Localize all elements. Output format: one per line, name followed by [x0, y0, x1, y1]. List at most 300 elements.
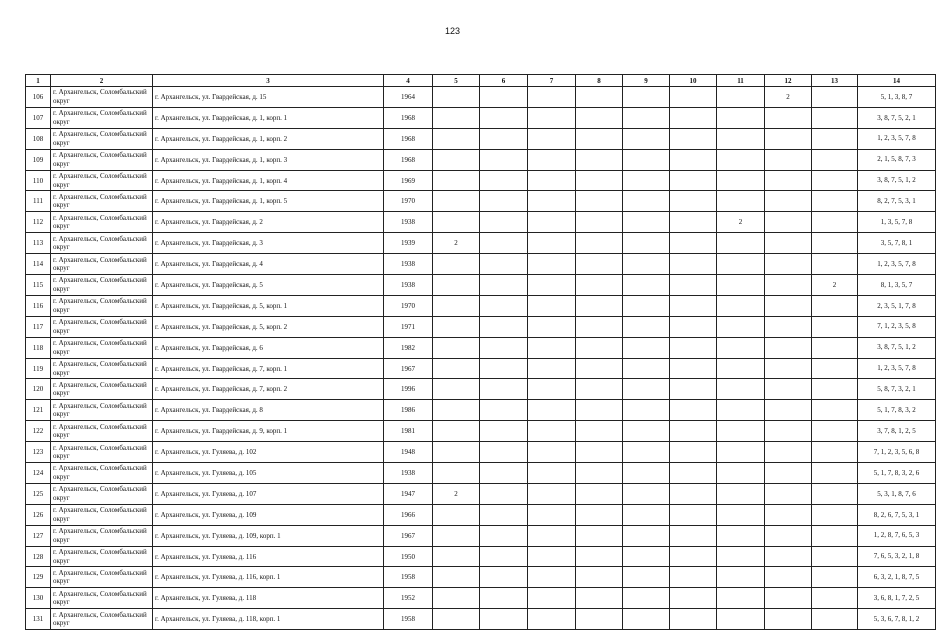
- col-8-cell: [576, 212, 623, 233]
- year-cell: 1952: [384, 588, 433, 609]
- col-13-cell: [812, 588, 858, 609]
- row-number-cell: 113: [26, 233, 51, 254]
- col-8-cell: [576, 358, 623, 379]
- district-cell: г. Архангельск, Соломбальский округ: [51, 316, 153, 337]
- header-col-4: 4: [384, 75, 433, 87]
- col-5-cell: [433, 400, 480, 421]
- col-6-cell: [480, 379, 528, 400]
- col-8-cell: [576, 504, 623, 525]
- district-cell: г. Архангельск, Соломбальский округ: [51, 421, 153, 442]
- col-11-cell: [717, 546, 765, 567]
- col-6-cell: [480, 588, 528, 609]
- year-cell: 1982: [384, 337, 433, 358]
- col-13-cell: [812, 337, 858, 358]
- address-cell: г. Архангельск, ул. Гуляева, д. 116: [153, 546, 384, 567]
- table-row: [26, 421, 936, 442]
- year-cell: 1968: [384, 107, 433, 128]
- district-cell: г. Архангельск, Соломбальский округ: [51, 546, 153, 567]
- row-number-cell: 109: [26, 149, 51, 170]
- col-8-cell: [576, 525, 623, 546]
- col-5-cell: [433, 254, 480, 275]
- year-cell: 1938: [384, 275, 433, 296]
- col-5-cell: [433, 149, 480, 170]
- year-cell: 1971: [384, 316, 433, 337]
- col-13-cell: [812, 421, 858, 442]
- col-11-cell: [717, 400, 765, 421]
- address-cell: г. Архангельск, ул. Гуляева, д. 109, корп. 1: [153, 525, 384, 546]
- year-cell: 1970: [384, 191, 433, 212]
- col-7-cell: [528, 87, 576, 108]
- col-6-cell: [480, 191, 528, 212]
- col-14-cell: 5, 3, 6, 7, 8, 1, 2: [858, 609, 936, 630]
- col-7-cell: [528, 567, 576, 588]
- row-number-cell: 123: [26, 442, 51, 463]
- col-11-cell: [717, 191, 765, 212]
- col-11-cell: [717, 567, 765, 588]
- district-cell: г. Архангельск, Соломбальский округ: [51, 191, 153, 212]
- year-cell: 1969: [384, 170, 433, 191]
- district-cell: г. Архангельск, Соломбальский округ: [51, 567, 153, 588]
- year-cell: 1970: [384, 295, 433, 316]
- col-5-cell: [433, 504, 480, 525]
- col-10-cell: [670, 233, 717, 254]
- col-10-cell: [670, 358, 717, 379]
- col-6-cell: [480, 609, 528, 630]
- col-13-cell: 2: [812, 275, 858, 296]
- district-cell: г. Архангельск, Соломбальский округ: [51, 358, 153, 379]
- col-7-cell: [528, 442, 576, 463]
- col-14-cell: 6, 3, 2, 1, 8, 7, 5: [858, 567, 936, 588]
- col-11-cell: [717, 504, 765, 525]
- col-5-cell: 2: [433, 233, 480, 254]
- table-row: [26, 337, 936, 358]
- col-7-cell: [528, 128, 576, 149]
- col-11-cell: [717, 463, 765, 484]
- col-10-cell: [670, 567, 717, 588]
- col-10-cell: [670, 128, 717, 149]
- col-6-cell: [480, 233, 528, 254]
- col-14-cell: 1, 2, 3, 5, 7, 8: [858, 358, 936, 379]
- table-row: [26, 316, 936, 337]
- year-cell: 1938: [384, 463, 433, 484]
- col-9-cell: [623, 87, 670, 108]
- col-9-cell: [623, 483, 670, 504]
- address-cell: г. Архангельск, ул. Гвардейская, д. 1, корп. 1: [153, 107, 384, 128]
- district-cell: г. Архангельск, Соломбальский округ: [51, 483, 153, 504]
- col-14-cell: 3, 5, 7, 8, 1: [858, 233, 936, 254]
- col-11-cell: [717, 233, 765, 254]
- table-row: [26, 483, 936, 504]
- col-10-cell: [670, 442, 717, 463]
- col-9-cell: [623, 254, 670, 275]
- address-cell: г. Архангельск, ул. Гуляева, д. 107: [153, 483, 384, 504]
- row-number-cell: 114: [26, 254, 51, 275]
- col-7-cell: [528, 504, 576, 525]
- col-12-cell: [765, 525, 812, 546]
- col-8-cell: [576, 483, 623, 504]
- col-6-cell: [480, 463, 528, 484]
- col-5-cell: [433, 128, 480, 149]
- col-6-cell: [480, 275, 528, 296]
- col-8-cell: [576, 567, 623, 588]
- header-col-1: 1: [26, 75, 51, 87]
- col-10-cell: [670, 588, 717, 609]
- col-6-cell: [480, 421, 528, 442]
- header-col-3: 3: [153, 75, 384, 87]
- col-7-cell: [528, 421, 576, 442]
- col-8-cell: [576, 87, 623, 108]
- row-number-cell: 126: [26, 504, 51, 525]
- header-col-2: 2: [51, 75, 153, 87]
- year-cell: 1967: [384, 358, 433, 379]
- year-cell: 1938: [384, 212, 433, 233]
- col-12-cell: [765, 588, 812, 609]
- col-8-cell: [576, 421, 623, 442]
- col-6-cell: [480, 107, 528, 128]
- col-14-cell: 5, 1, 3, 8, 7: [858, 87, 936, 108]
- district-cell: г. Архангельск, Соломбальский округ: [51, 128, 153, 149]
- row-number-cell: 128: [26, 546, 51, 567]
- col-12-cell: [765, 128, 812, 149]
- year-cell: 1950: [384, 546, 433, 567]
- row-number-cell: 112: [26, 212, 51, 233]
- col-9-cell: [623, 170, 670, 191]
- row-number-cell: 127: [26, 525, 51, 546]
- district-cell: г. Архангельск, Соломбальский округ: [51, 87, 153, 108]
- col-6-cell: [480, 504, 528, 525]
- district-cell: г. Архангельск, Соломбальский округ: [51, 212, 153, 233]
- col-9-cell: [623, 525, 670, 546]
- address-cell: г. Архангельск, ул. Гвардейская, д. 1, корп. 2: [153, 128, 384, 149]
- col-13-cell: [812, 128, 858, 149]
- col-9-cell: [623, 337, 670, 358]
- col-13-cell: [812, 254, 858, 275]
- table-row: [26, 191, 936, 212]
- table-row: [26, 567, 936, 588]
- col-11-cell: [717, 483, 765, 504]
- year-cell: 1967: [384, 525, 433, 546]
- col-7-cell: [528, 233, 576, 254]
- row-number-cell: 117: [26, 316, 51, 337]
- col-9-cell: [623, 191, 670, 212]
- col-14-cell: 3, 6, 8, 1, 7, 2, 5: [858, 588, 936, 609]
- col-6-cell: [480, 316, 528, 337]
- table-row: [26, 358, 936, 379]
- col-6-cell: [480, 400, 528, 421]
- col-11-cell: [717, 609, 765, 630]
- col-5-cell: [433, 546, 480, 567]
- year-cell: 1968: [384, 128, 433, 149]
- col-13-cell: [812, 191, 858, 212]
- col-5-cell: [433, 588, 480, 609]
- col-12-cell: [765, 233, 812, 254]
- col-12-cell: [765, 295, 812, 316]
- header-col-14: 14: [858, 75, 936, 87]
- district-cell: г. Архангельск, Соломбальский округ: [51, 525, 153, 546]
- table-row: [26, 170, 936, 191]
- col-11-cell: [717, 525, 765, 546]
- col-14-cell: 3, 8, 7, 5, 1, 2: [858, 170, 936, 191]
- table-row: [26, 504, 936, 525]
- col-11-cell: [717, 442, 765, 463]
- col-7-cell: [528, 337, 576, 358]
- col-7-cell: [528, 358, 576, 379]
- col-9-cell: [623, 588, 670, 609]
- col-13-cell: [812, 546, 858, 567]
- table-row: [26, 463, 936, 484]
- address-cell: г. Архангельск, ул. Гвардейская, д. 15: [153, 87, 384, 108]
- col-10-cell: [670, 483, 717, 504]
- table-row: [26, 400, 936, 421]
- col-11-cell: [717, 170, 765, 191]
- col-10-cell: [670, 525, 717, 546]
- row-number-cell: 130: [26, 588, 51, 609]
- col-10-cell: [670, 421, 717, 442]
- col-12-cell: [765, 337, 812, 358]
- col-14-cell: 5, 1, 7, 8, 3, 2: [858, 400, 936, 421]
- col-8-cell: [576, 149, 623, 170]
- col-6-cell: [480, 254, 528, 275]
- table-row: [26, 149, 936, 170]
- year-cell: 1964: [384, 87, 433, 108]
- row-number-cell: 111: [26, 191, 51, 212]
- col-5-cell: 2: [433, 483, 480, 504]
- col-7-cell: [528, 588, 576, 609]
- col-14-cell: 7, 1, 2, 3, 5, 8: [858, 316, 936, 337]
- district-cell: г. Архангельск, Соломбальский округ: [51, 400, 153, 421]
- col-9-cell: [623, 358, 670, 379]
- col-13-cell: [812, 233, 858, 254]
- col-7-cell: [528, 316, 576, 337]
- col-14-cell: 3, 8, 7, 5, 2, 1: [858, 107, 936, 128]
- district-cell: г. Архангельск, Соломбальский округ: [51, 295, 153, 316]
- col-11-cell: [717, 275, 765, 296]
- row-number-cell: 121: [26, 400, 51, 421]
- col-7-cell: [528, 170, 576, 191]
- col-8-cell: [576, 295, 623, 316]
- col-12-cell: 2: [765, 87, 812, 108]
- district-cell: г. Архангельск, Соломбальский округ: [51, 504, 153, 525]
- col-7-cell: [528, 275, 576, 296]
- col-7-cell: [528, 254, 576, 275]
- col-13-cell: [812, 609, 858, 630]
- col-6-cell: [480, 442, 528, 463]
- col-14-cell: 8, 2, 6, 7, 5, 3, 1: [858, 504, 936, 525]
- col-14-cell: 1, 2, 3, 5, 7, 8: [858, 254, 936, 275]
- address-cell: г. Архангельск, ул. Гвардейская, д. 5, корп. 2: [153, 316, 384, 337]
- col-6-cell: [480, 337, 528, 358]
- col-12-cell: [765, 567, 812, 588]
- header-col-5: 5: [433, 75, 480, 87]
- buildings-table: [25, 74, 936, 630]
- col-13-cell: [812, 400, 858, 421]
- col-10-cell: [670, 504, 717, 525]
- col-5-cell: [433, 567, 480, 588]
- col-14-cell: 7, 6, 5, 3, 2, 1, 8: [858, 546, 936, 567]
- col-10-cell: [670, 107, 717, 128]
- col-14-cell: 5, 8, 7, 3, 2, 1: [858, 379, 936, 400]
- year-cell: 1938: [384, 254, 433, 275]
- col-6-cell: [480, 170, 528, 191]
- col-6-cell: [480, 483, 528, 504]
- col-11-cell: [717, 149, 765, 170]
- col-9-cell: [623, 463, 670, 484]
- address-cell: г. Архангельск, ул. Гвардейская, д. 5, корп. 1: [153, 295, 384, 316]
- col-8-cell: [576, 254, 623, 275]
- col-8-cell: [576, 233, 623, 254]
- year-cell: 1947: [384, 483, 433, 504]
- col-9-cell: [623, 400, 670, 421]
- table-row: [26, 107, 936, 128]
- row-number-cell: 106: [26, 87, 51, 108]
- row-number-cell: 124: [26, 463, 51, 484]
- address-cell: г. Архангельск, ул. Гвардейская, д. 1, корп. 4: [153, 170, 384, 191]
- row-number-cell: 131: [26, 609, 51, 630]
- col-14-cell: 1, 2, 3, 5, 7, 8: [858, 128, 936, 149]
- address-cell: г. Архангельск, ул. Гвардейская, д. 1, корп. 5: [153, 191, 384, 212]
- address-cell: г. Архангельск, ул. Гуляева, д. 116, корп. 1: [153, 567, 384, 588]
- address-cell: г. Архангельск, ул. Гуляева, д. 109: [153, 504, 384, 525]
- col-13-cell: [812, 295, 858, 316]
- row-number-cell: 118: [26, 337, 51, 358]
- col-10-cell: [670, 275, 717, 296]
- col-7-cell: [528, 400, 576, 421]
- col-10-cell: [670, 212, 717, 233]
- col-9-cell: [623, 149, 670, 170]
- col-14-cell: 8, 2, 7, 5, 3, 1: [858, 191, 936, 212]
- col-12-cell: [765, 421, 812, 442]
- col-7-cell: [528, 463, 576, 484]
- col-12-cell: [765, 483, 812, 504]
- row-number-cell: 115: [26, 275, 51, 296]
- col-6-cell: [480, 128, 528, 149]
- col-8-cell: [576, 588, 623, 609]
- row-number-cell: 110: [26, 170, 51, 191]
- row-number-cell: 116: [26, 295, 51, 316]
- col-13-cell: [812, 379, 858, 400]
- col-5-cell: [433, 463, 480, 484]
- col-14-cell: 3, 7, 8, 1, 2, 5: [858, 421, 936, 442]
- table-row: [26, 275, 936, 296]
- table-row: [26, 295, 936, 316]
- col-5-cell: [433, 337, 480, 358]
- row-number-cell: 108: [26, 128, 51, 149]
- header-col-6: 6: [480, 75, 528, 87]
- col-10-cell: [670, 149, 717, 170]
- table-body: [26, 87, 936, 630]
- table-row: [26, 212, 936, 233]
- col-12-cell: [765, 191, 812, 212]
- address-cell: г. Архангельск, ул. Гуляева, д. 102: [153, 442, 384, 463]
- district-cell: г. Архангельск, Соломбальский округ: [51, 463, 153, 484]
- col-14-cell: 5, 1, 7, 8, 3, 2, 6: [858, 463, 936, 484]
- district-cell: г. Архангельск, Соломбальский округ: [51, 442, 153, 463]
- district-cell: г. Архангельск, Соломбальский округ: [51, 254, 153, 275]
- col-12-cell: [765, 212, 812, 233]
- col-9-cell: [623, 212, 670, 233]
- col-12-cell: [765, 400, 812, 421]
- header-col-8: 8: [576, 75, 623, 87]
- col-10-cell: [670, 609, 717, 630]
- address-cell: г. Архангельск, ул. Гуляева, д. 118, корп. 1: [153, 609, 384, 630]
- col-5-cell: [433, 170, 480, 191]
- col-6-cell: [480, 149, 528, 170]
- col-13-cell: [812, 358, 858, 379]
- year-cell: 1958: [384, 609, 433, 630]
- table-row: [26, 254, 936, 275]
- col-11-cell: [717, 128, 765, 149]
- col-6-cell: [480, 87, 528, 108]
- year-cell: 1996: [384, 379, 433, 400]
- col-8-cell: [576, 546, 623, 567]
- header-col-13: 13: [812, 75, 858, 87]
- col-5-cell: [433, 191, 480, 212]
- table-row: [26, 128, 936, 149]
- col-6-cell: [480, 358, 528, 379]
- col-8-cell: [576, 379, 623, 400]
- col-6-cell: [480, 525, 528, 546]
- col-10-cell: [670, 295, 717, 316]
- col-11-cell: [717, 107, 765, 128]
- col-13-cell: [812, 567, 858, 588]
- address-cell: г. Архангельск, ул. Гвардейская, д. 7, корп. 1: [153, 358, 384, 379]
- col-14-cell: 3, 8, 7, 5, 1, 2: [858, 337, 936, 358]
- row-number-cell: 129: [26, 567, 51, 588]
- district-cell: г. Архангельск, Соломбальский округ: [51, 170, 153, 191]
- district-cell: г. Архангельск, Соломбальский округ: [51, 233, 153, 254]
- col-7-cell: [528, 295, 576, 316]
- col-12-cell: [765, 358, 812, 379]
- row-number-cell: 125: [26, 483, 51, 504]
- col-12-cell: [765, 609, 812, 630]
- col-8-cell: [576, 191, 623, 212]
- district-cell: г. Архангельск, Соломбальский округ: [51, 588, 153, 609]
- col-9-cell: [623, 379, 670, 400]
- col-7-cell: [528, 107, 576, 128]
- col-5-cell: [433, 421, 480, 442]
- col-9-cell: [623, 107, 670, 128]
- col-11-cell: [717, 337, 765, 358]
- col-7-cell: [528, 212, 576, 233]
- col-11-cell: [717, 358, 765, 379]
- col-10-cell: [670, 400, 717, 421]
- table-row: [26, 442, 936, 463]
- col-8-cell: [576, 170, 623, 191]
- col-12-cell: [765, 463, 812, 484]
- col-9-cell: [623, 421, 670, 442]
- address-cell: г. Архангельск, ул. Гвардейская, д. 5: [153, 275, 384, 296]
- table-row: [26, 609, 936, 630]
- col-14-cell: 2, 3, 5, 1, 7, 8: [858, 295, 936, 316]
- year-cell: 1958: [384, 567, 433, 588]
- row-number-cell: 120: [26, 379, 51, 400]
- address-cell: г. Архангельск, ул. Гвардейская, д. 2: [153, 212, 384, 233]
- table-row: [26, 588, 936, 609]
- col-7-cell: [528, 191, 576, 212]
- col-12-cell: [765, 504, 812, 525]
- col-5-cell: [433, 107, 480, 128]
- col-11-cell: [717, 254, 765, 275]
- col-8-cell: [576, 128, 623, 149]
- address-cell: г. Архангельск, ул. Гвардейская, д. 3: [153, 233, 384, 254]
- col-13-cell: [812, 483, 858, 504]
- col-10-cell: [670, 379, 717, 400]
- col-8-cell: [576, 316, 623, 337]
- col-14-cell: 8, 1, 3, 5, 7: [858, 275, 936, 296]
- year-cell: 1981: [384, 421, 433, 442]
- year-cell: 1968: [384, 149, 433, 170]
- col-5-cell: [433, 295, 480, 316]
